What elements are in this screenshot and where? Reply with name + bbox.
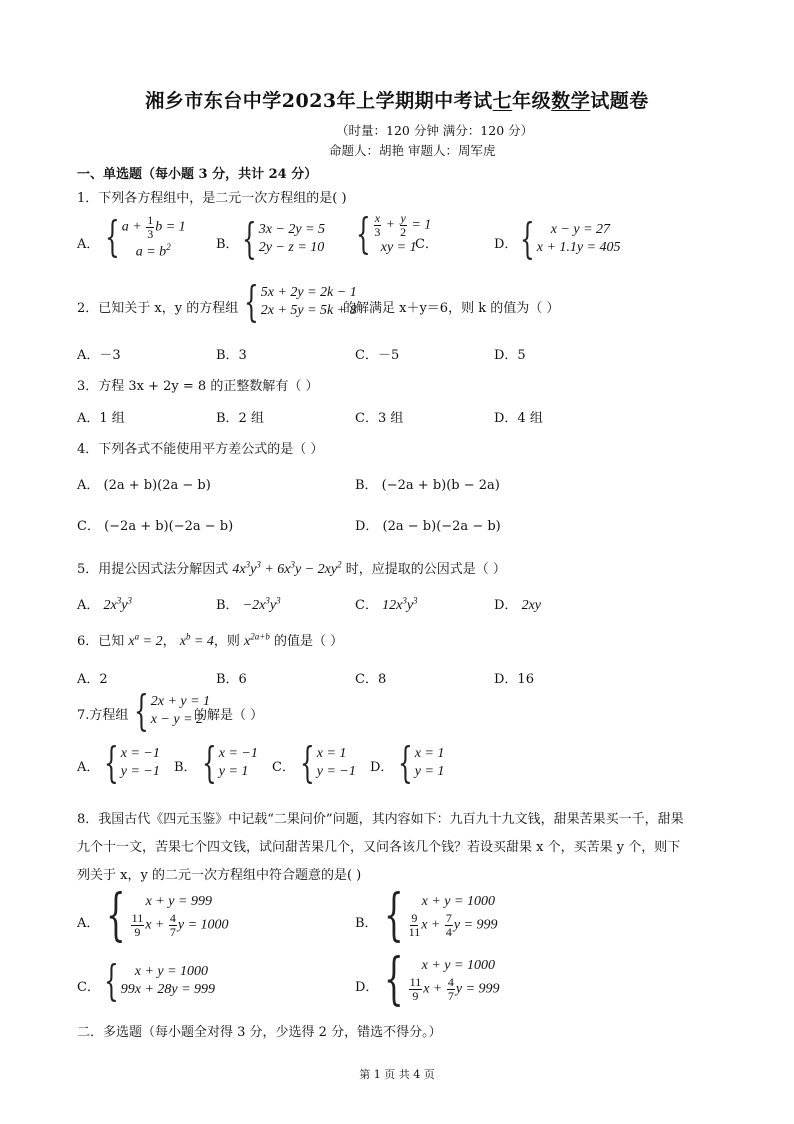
q5-option-b: B． $-2x^3y^3$	[216, 595, 281, 613]
q2-stem-end: 的解满足 x＋y＝6，则 k 的值为（ ）	[343, 301, 560, 316]
q7-option-c-label: C．	[272, 760, 295, 775]
q3-option-b: B．2 组	[216, 411, 264, 426]
exam-authors: 命题人：胡艳 审题人：周军虎	[329, 143, 496, 158]
q8-option-d-label: D．	[355, 980, 379, 995]
q6-option-c: C．8	[355, 672, 387, 687]
q7-option-c-system: { x = 1 y = −1	[300, 738, 356, 787]
q5-stem: 5．用提公因式法分解因式 $4x^3y^3 + 6x^3y - 2xy^2$ 时，应提取的公因式是（ ）	[77, 559, 506, 577]
q8-option-d-system: { x + y = 1000 $\frac{11}{9}$ x + $\frac{4}{7}$ y = 999	[384, 947, 500, 1012]
q4-option-a: A． (2a + b)(2a − b)	[77, 478, 211, 493]
q8-stem-line-1: 8．我国古代《四元玉鉴》中记载“二果问价”问题，其内容如下：九百九十九文钱，甜果苦果买一千，甜果	[77, 812, 684, 827]
q4-stem: 4．下列各式不能使用平方差公式的是（ ）	[77, 442, 324, 457]
q7-option-b-label: B．	[174, 760, 197, 775]
q7-option-d-label: D．	[370, 760, 394, 775]
q3-option-a: A．1 组	[77, 411, 125, 426]
q3-option-c: C．3 组	[355, 411, 404, 426]
q6-option-b: B．6	[216, 672, 247, 687]
q7-option-d-system: { x = 1 y = 1	[398, 738, 445, 787]
q1-option-b-system: { 3x − 2y = 5 2y − z = 10	[242, 214, 326, 263]
q2-stem-start: 2．已知关于 x，y 的方程组	[77, 301, 239, 316]
q8-option-c-system: { x + y = 1000 99x + 28y = 999	[104, 956, 216, 1005]
q1-option-d-label: D．	[494, 237, 518, 252]
q2-option-a: A．－3	[77, 348, 121, 363]
q1-option-c-label: C．	[415, 237, 438, 252]
q8-option-b-system: { x + y = 1000 $\frac{9}{11}$ x + $\frac{7}{4}$ y = 999	[384, 883, 498, 948]
title-grade: 七	[492, 90, 513, 112]
q3-stem: 3．方程 3x + 2y = 8 的正整数解有（ ）	[77, 379, 319, 394]
title-mid: 年级	[512, 90, 552, 112]
exam-time-score: （时量：120 分钟 满分：120 分）	[336, 123, 534, 138]
q5-option-a: A． $2x^3y^3$	[77, 595, 132, 613]
title-subject: 数学	[551, 90, 591, 112]
q8-option-a-system: { x + y = 999 $\frac{11}{9}$ x + $\frac{4}{7}$ y = 1000	[106, 883, 229, 948]
q7-equation-system: { 2x + y = 1 x − y = 2	[134, 686, 211, 735]
section-single-choice-heading: 一、单选题（每小题 3 分，共计 24 分）	[77, 167, 318, 182]
q6-option-a: A．2	[77, 672, 108, 687]
q5-option-d: D． 2xy	[494, 598, 542, 613]
page-number: 第 1 页 共 4 页	[359, 1068, 435, 1081]
q1-option-a-label: A．	[77, 237, 100, 252]
q1-option-a-system: { a + $\frac{1}{3}$ b = 1 $a = b^2$	[105, 212, 186, 262]
q7-option-b-system: { x = −1 y = 1	[202, 738, 258, 787]
q4-option-b: B． (−2a + b)(b − 2a)	[355, 478, 500, 493]
q4-option-c: C． (−2a + b)(−2a − b)	[77, 519, 234, 534]
q3-option-d: D．4 组	[494, 411, 543, 426]
page-title	[0, 86, 794, 113]
q8-stem-line-2: 九个十一文，苦果七个四文钱，试问甜苦果几个，又问各该几个钱？若设买甜果 x 个，买苦果 y 个，则下	[77, 840, 681, 855]
q5-option-c: C． $12x^3y^3$	[355, 595, 418, 613]
q1-stem: 1．下列各方程组中，是二元一次方程组的是( )	[77, 191, 347, 206]
q7-option-a-label: A．	[77, 760, 100, 775]
q1-option-b-label: B．	[216, 237, 239, 252]
section-multi-choice-heading: 二．多选题（每小题全对得 3 分，少选得 2 分，错选不得分。）	[77, 1025, 442, 1040]
q6-stem: 6．已知 $x^a = 2$， $x^b = 4$，则 $x^{2a+b}$ 的值是（ ）	[77, 631, 344, 649]
q7-stem-end: 的解是（ ）	[194, 708, 264, 723]
q1-option-d-system: { x − y = 27 x + 1.1y = 405	[520, 214, 621, 263]
q8-option-c-label: C．	[77, 980, 100, 995]
q8-stem-line-3: 列关于 x，y 的二元一次方程组中符合题意的是( )	[77, 868, 362, 883]
q2-equation-system: { 5x + 2y = 2k − 1 2x + 5y = 5k + 8	[244, 277, 357, 326]
q8-option-a-label: A．	[77, 916, 100, 931]
q1-option-c-system: { $\frac{x}{3}$ + $\frac{y}{2}$ = 1 xy = 1	[356, 209, 432, 259]
q7-stem-start: 7.方程组	[77, 708, 129, 723]
title-suffix: 试题卷	[590, 90, 649, 112]
q2-option-b: B．3	[216, 348, 247, 363]
title-prefix: 湘乡市东台中学2023年上学期期中考试	[145, 90, 493, 112]
q7-option-a-system: { x = −1 y = −1	[104, 738, 160, 787]
q2-option-d: D．5	[494, 348, 526, 363]
q4-option-d: D． (2a − b)(−2a − b)	[355, 519, 501, 534]
q8-option-b-label: B．	[355, 916, 378, 931]
q2-option-c: C．－5	[355, 348, 400, 363]
q6-option-d: D．16	[494, 672, 534, 687]
